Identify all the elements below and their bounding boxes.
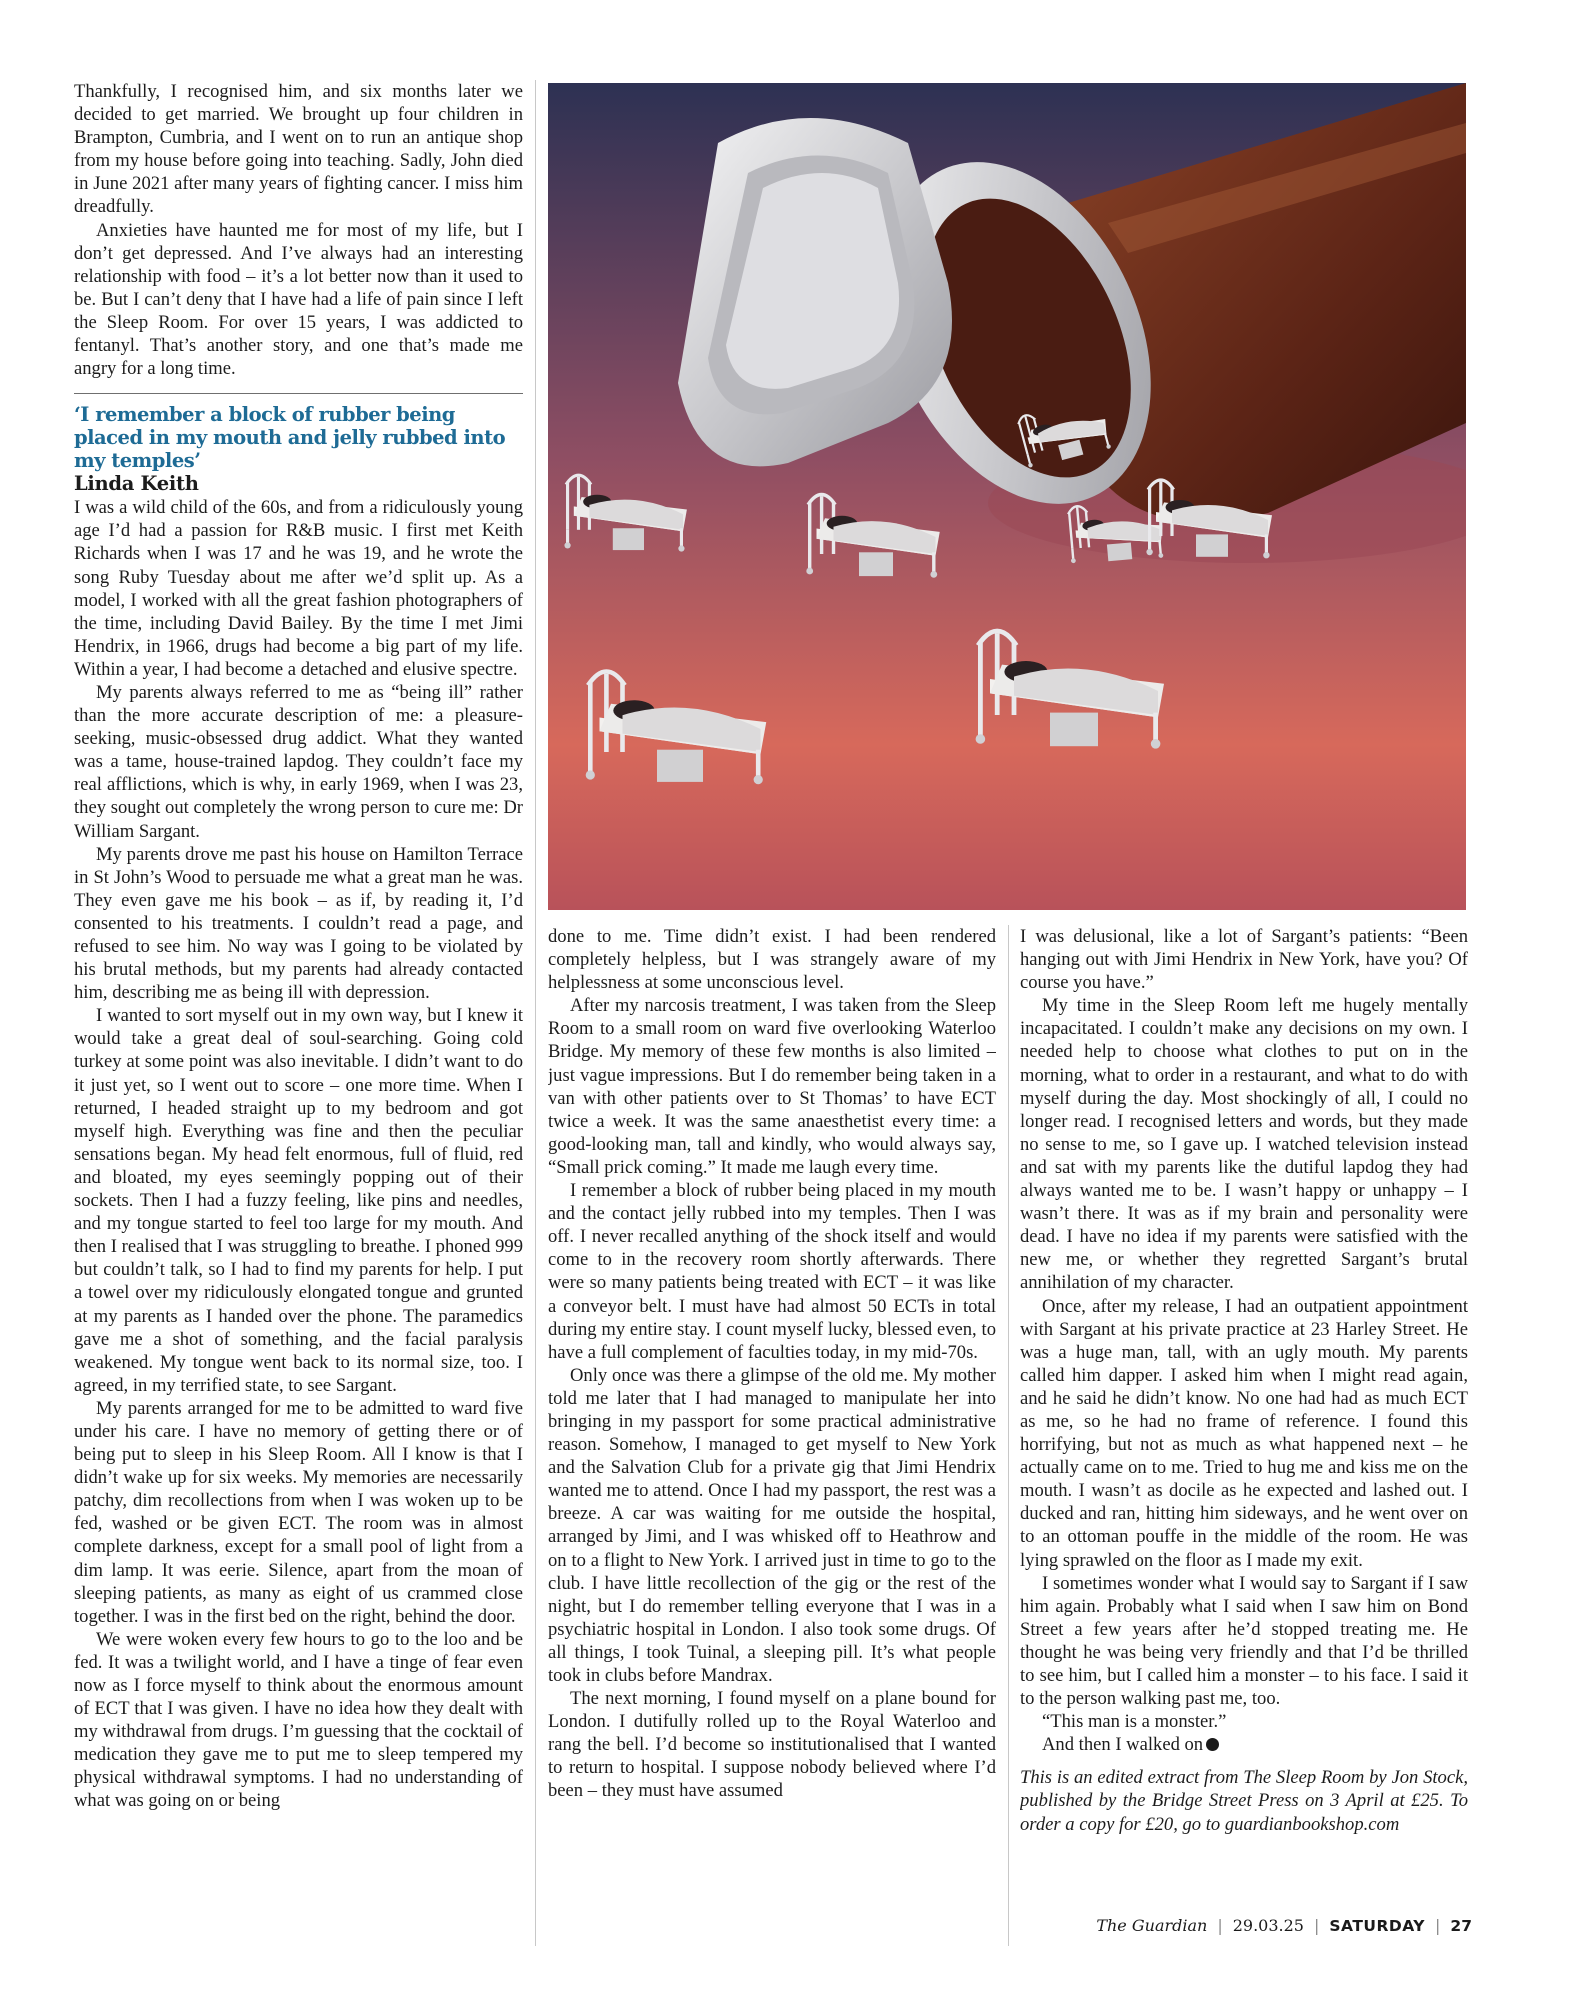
paragraph: My parents always referred to me as “being ill” rather than the more accurate description of me: a pleasure-seeking, music-obsessed drug addict. What they wanted was a tame, house-trained lapdog. They couldn’t face my real afflictions, which is why, in early 1969, when I was 23, they sought out completely the wrong person to cure me: Dr William Sargant. — [74, 681, 523, 842]
pill-bottle-illustration — [548, 83, 1466, 910]
paragraph — [1020, 1733, 1468, 1756]
paragraph: “This man is a monster.” — [1042, 1711, 1227, 1733]
article-column-2 — [548, 925, 996, 1946]
section-divider — [74, 393, 523, 394]
end-mark-icon — [1206, 1738, 1219, 1751]
paragraph: done to me. Time didn’t exist. I had been rendered completely helpless, but I was strangely aware of my helplessness at some unconscious level. — [548, 926, 996, 994]
paragraph: My parents drove me past his house on Hamilton Terrace in St John’s Wood to persuade me what a great man he was. They even gave me his book – as if, by reading it, I’d consented to his treatments. I couldn’t read a page, and refused to see him. No way was I going to be violated by his brutal methods, but my parents had already contacted him, describing me as being ill with depression. — [74, 843, 523, 1004]
column-rule — [535, 80, 536, 1946]
paragraph: My parents arranged for me to be admitted to ward five under his care. I have no memory of getting there or of being put to sleep in his Sleep Room. All I know is that I didn’t wake up for six weeks. My memories are necessarily patchy, dim recollections from when I was woken up to be fed, washed or be given ECT. The room was in almost complete darkness, except for a small pool of light from a dim lamp. It was eerie. Silence, apart from the moan of sleeping patients, as many as eight of us crammed close together. I was in the first bed on the right, behind the door. — [74, 1397, 523, 1627]
closing-line: And then I walked on — [1042, 1734, 1204, 1756]
footer-separator: | — [1217, 1916, 1223, 1935]
paragraph: Anxieties have haunted me for most of my life, but I don’t get depressed. And I’ve always had an interesting relationship with food – it’s a lot better now than it used to be. But I can’t deny that I have had a life of pain since I left the Sleep Room. For over 15 years, I was addicted to fentanyl. That’s another story, and one that’s made me angry for a long time. — [74, 219, 523, 380]
issue-date: 29.03.25 — [1232, 1916, 1304, 1935]
paragraph: I was a wild child of the 60s, and from a ridiculously young age I’d had a passion for R&B music. I first met Keith Richards when I was 17 and he was 19, and he wrote the song Ruby Tuesday about me after we’d split up. As a model, I worked with all the great fashion photographers of the time, including David Bailey. By the time I met Jimi Hendrix, in 1966, drugs had become a big part of my life. Within a year, I had become a detached and elusive spectre. — [74, 497, 523, 680]
book-credit: This is an edited extract from The Sleep Room by Jon Stock, published by the Bridge Street Press on 3 April at £25. To order a copy for £20, go to guardianbookshop.com — [1020, 1767, 1468, 1835]
paragraph: I was delusional, like a lot of Sargant’s patients: “Been hanging out with Jimi Hendrix in New York, have you? Of course you have.” — [1020, 926, 1468, 994]
page-number: 27 — [1450, 1917, 1472, 1935]
paragraph: Only once was there a glimpse of the old me. My mother told me later that I had managed to manipulate her into bringing in my passport for some practical administrative reason. Somehow, I managed to get myself to New York and the Salvation Club for a private gig that Jimi Hendrix wanted me to attend. Once I had my passport, the rest was a breeze. A car was waiting for me outside the hospital, arranged by Jimi, and I was whisked off to Heathrow and on to a flight to New York. I arrived just in time to go to the club. I have little recollection of the gig or the rest of the night, but I do remember telling everyone that I was in a psychiatric hospital in London. I also took some drugs. Of all things, I took Tuinal, a sleeping pill. It’s what people took in clubs before Mandrax. — [548, 1364, 996, 1686]
paragraph: I wanted to sort myself out in my own way, but I knew it would take a great deal of soul-searching. Going cold turkey at some point was also inevitable. I didn’t want to do it just yet, so I went out to score – one more time. When I returned, I headed straight up to my bedroom and got myself high. Everything was fine and then the peculiar sensations began. My head felt enormous, full of fluid, red and bloated, my eyes seemingly popping out of their sockets. Then I had a fuzzy feeling, like pins and needles, and my tongue started to feel too large for my mouth. And then I realised that I was struggling to breathe. I phoned 999 but couldn’t talk, so I had to find my parents for help. I put a towel over my ridiculously elongated tongue and grunted at my parents as I handed over the phone. The paramedics gave me a shot of something, and the facial paralysis weakened. My tongue went back to its normal size, too. I agreed, in my terrified state, to see Sargant. — [74, 1005, 523, 1396]
paragraph: The next morning, I found myself on a plane bound for London. I dutifully rolled up to the Royal Waterloo and rang the bell. I’d become so institutionalised that I wanted to return to hospital. I suppose nobody believed where I’d been – they must have assumed — [548, 1688, 996, 1802]
section-name: SATURDAY — [1329, 1917, 1426, 1935]
paragraph: Once, after my release, I had an outpatient appointment with Sargant at his private practice at 23 Harley Street. He was a huge man, tall, with an ugly mouth. My parents called him dapper. I asked him when I might read again, and he said he didn’t know. No one had had as much ECT as me, so he had no frame of reference. I found this horrifying, but not as much as what happened next – he actually came on to me. Tried to hug me and kiss me on the mouth. I wasn’t as docile as he expected and lashed out. I ducked and ran, hitting him sideways, and he went over on to an ottoman pouffe in the middle of the room. He was lying sprawled on the floor as I made my exit. — [1020, 1295, 1468, 1571]
paragraph: My time in the Sleep Room left me hugely mentally incapacitated. I couldn’t make any decisions on my own. I needed help to choose what clothes to put on in the morning, what to order in a restaurant, and what to do with myself during the day. Most shockingly of all, I could no longer read. I recognised letters and words, but they made no sense to me, so I gave up. I watched television instead and sat with my parents like the dutiful lapdog they had always wanted me to be. I wasn’t happy or unhappy – I wasn’t there. It was as if my brain and personality were dead. I have no idea if my parents were satisfied with the new me, or whether they regretted Sargant’s brutal annihilation of my character. — [1020, 995, 1468, 1294]
section-headline: ‘I remember a block of rubber being placed in my mouth and jelly rubbed into my temples’ — [74, 403, 506, 473]
page-footer — [1096, 1916, 1472, 1935]
footer-separator: | — [1313, 1916, 1320, 1935]
paragraph: I remember a block of rubber being placed in my mouth and the contact jelly rubbed into my temples. Then I was off. I never recalled anything of the shock itself and would come to in the recovery room shortly afterwards. There were so many patients being treated with ECT – it was like a conveyor belt. I must have had almost 50 ECTs in total during my entire stay. I count myself lucky, blessed even, to have a full complement of faculties today, in my mid-70s. — [548, 1180, 996, 1363]
publication-name: The Guardian — [1096, 1916, 1208, 1935]
paragraph: I sometimes wonder what I would say to Sargant if I saw him again. Probably what I said when I saw him on Bond Street a few years after he’d stopped treating me. He thought he was being very friendly and that I’d be thrilled to see him, but I called him a monster – to his face. I said it to the person walking past me, too. — [1020, 1572, 1468, 1710]
paragraph: We were woken every few hours to go to the loo and be fed. It was a twilight world, and I have a tinge of fear even now as I force myself to think about the enormous amount of ECT that I was given. I have no idea how they dealt with my withdrawal from drugs. I’m guessing that the cocktail of medication they gave me to put me to sleep tempered my physical withdrawal symptoms. I had no understanding of what was going on or being — [74, 1628, 523, 1812]
article-column-1 — [74, 80, 523, 1946]
footer-separator: | — [1435, 1916, 1441, 1935]
paragraph: Thankfully, I recognised him, and six months later we decided to get married. We brought up four children in Brampton, Cumbria, and I went on to run an antique shop from my house before going into teaching. Sadly, John died in June 2021 after many years of fighting cancer. I miss him dreadfully. — [74, 81, 523, 218]
column-rule — [1008, 925, 1009, 1946]
byline: Linda Keith — [74, 472, 199, 496]
paragraph: After my narcosis treatment, I was taken from the Sleep Room to a small room on ward five overlooking Waterloo Bridge. My memory of these few months is also limited – just vague impressions. But I do remember being taken in a van with other patients over to St Thomas’ to have ECT twice a week. It was the same anaesthetist every time: a good-looking man, tall and kindly, who would always say, “Small prick coming.” It made me laugh every time. — [548, 995, 996, 1178]
article-column-3 — [1020, 925, 1468, 1946]
